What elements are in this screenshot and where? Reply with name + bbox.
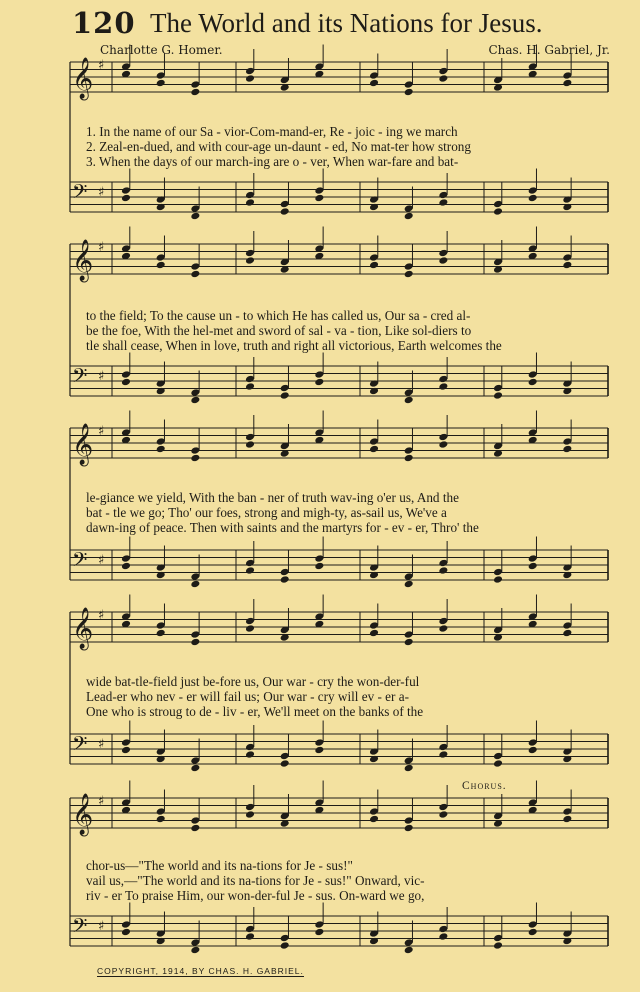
note-head — [528, 928, 538, 937]
note-head — [156, 815, 166, 824]
lyric-line: One who is stroug to de - liv - er, We'll meet on the banks of the — [86, 704, 424, 719]
sharp-icon: ♯ — [98, 58, 105, 73]
bass-clef-icon: 𝄢 — [72, 364, 88, 392]
sharp-icon: ♯ — [98, 369, 105, 384]
lyricist-credit: Charlotte G. Homer. — [100, 43, 223, 57]
lyric-line: be the foe, With the hel-met and sword of sal - va - tion, Like sol-diers to — [86, 323, 472, 338]
bass-clef-icon: 𝄢 — [72, 180, 88, 208]
note-head — [121, 928, 131, 937]
note-head — [369, 815, 379, 824]
lyric-line: 3. When the days of our march-ing are o - ver, When war-fare and bat- — [86, 154, 459, 169]
note-head — [562, 937, 572, 946]
lyric-line: 1. In the name of our Sa - vior-Com-mand-er, Re - joic - ing we march — [86, 124, 458, 139]
bass-staff — [70, 903, 608, 955]
note-head — [190, 824, 200, 833]
sharp-icon: ♯ — [98, 553, 105, 568]
note-head — [493, 941, 503, 950]
note-head — [404, 824, 414, 833]
treble-clef-icon: 𝄞 — [72, 794, 94, 835]
lyric-line: tle shall cease, When in love, truth and right all victorious, Earth welcomes the — [86, 338, 502, 353]
note-head — [438, 810, 448, 819]
lyric-line: Lead-er who nev - er will fail us; Our war - cry will ev - er a- — [86, 689, 409, 704]
note-head — [190, 946, 200, 955]
lyric-line: le-giance we yield, With the ban - ner of truth wav-ing o'er us, And the — [86, 490, 459, 505]
note-head — [280, 941, 290, 950]
lyric-line: chor-us—"The world and its na-tions for Je - sus!" — [86, 858, 353, 873]
note-head — [404, 946, 414, 955]
note-head — [438, 932, 448, 941]
note-head — [156, 937, 166, 946]
note-head — [245, 932, 255, 941]
lyric-line: dawn-ing of peace. Then with saints and the martyrs for - ev - er, Thro' the — [86, 520, 479, 535]
note-head — [369, 937, 379, 946]
lyric-line: 2. Zeal-en-dued, and with cour-age un-daunt - ed, No mat-ter how strong — [86, 139, 471, 154]
lyric-line: wide bat-tle-field just be-fore us, Our war - cry the won-der-ful — [86, 674, 420, 689]
note-head — [314, 928, 324, 937]
copyright-notice: COPYRIGHT, 1914, BY CHAS. H. GABRIEL. — [97, 966, 304, 976]
sharp-icon: ♯ — [98, 424, 105, 439]
hymn-number: 120 — [72, 6, 136, 40]
lyric-line: riv - er To praise Him, our won-der-ful Je - sus. On-ward we go, — [86, 888, 425, 903]
treble-clef-icon: 𝄞 — [72, 424, 94, 465]
chorus-label: Chorus. — [462, 780, 507, 792]
bass-clef-icon: 𝄢 — [72, 914, 88, 942]
lyric-line: vail us,—"The world and its na-tions for Je - sus!" Onward, vic- — [86, 873, 425, 888]
treble-staff — [70, 781, 608, 837]
lyric-line: bat - tle we go; Tho' our foes, strong and migh-ty, as-sail us, We've a — [86, 505, 447, 520]
bass-clef-icon: 𝄢 — [72, 548, 88, 576]
sharp-icon: ♯ — [98, 185, 105, 200]
sharp-icon: ♯ — [98, 919, 105, 934]
sharp-icon: ♯ — [98, 737, 105, 752]
composer-credit: Chas. H. Gabriel, Jr. — [488, 43, 610, 57]
note-head — [562, 815, 572, 824]
lyric-line: to the field; To the cause un - to which He has called us, Our sa - cred al- — [86, 308, 471, 323]
sharp-icon: ♯ — [98, 608, 105, 623]
sharp-icon: ♯ — [98, 794, 105, 809]
bass-clef-icon: 𝄢 — [72, 732, 88, 760]
sharp-icon: ♯ — [98, 240, 105, 255]
note-head — [245, 810, 255, 819]
treble-clef-icon: 𝄞 — [72, 58, 94, 99]
treble-clef-icon: 𝄞 — [72, 240, 94, 281]
hymn-title: The World and its Nations for Jesus. — [150, 8, 543, 38]
treble-clef-icon: 𝄞 — [72, 608, 94, 649]
lyrics-block — [86, 858, 606, 903]
